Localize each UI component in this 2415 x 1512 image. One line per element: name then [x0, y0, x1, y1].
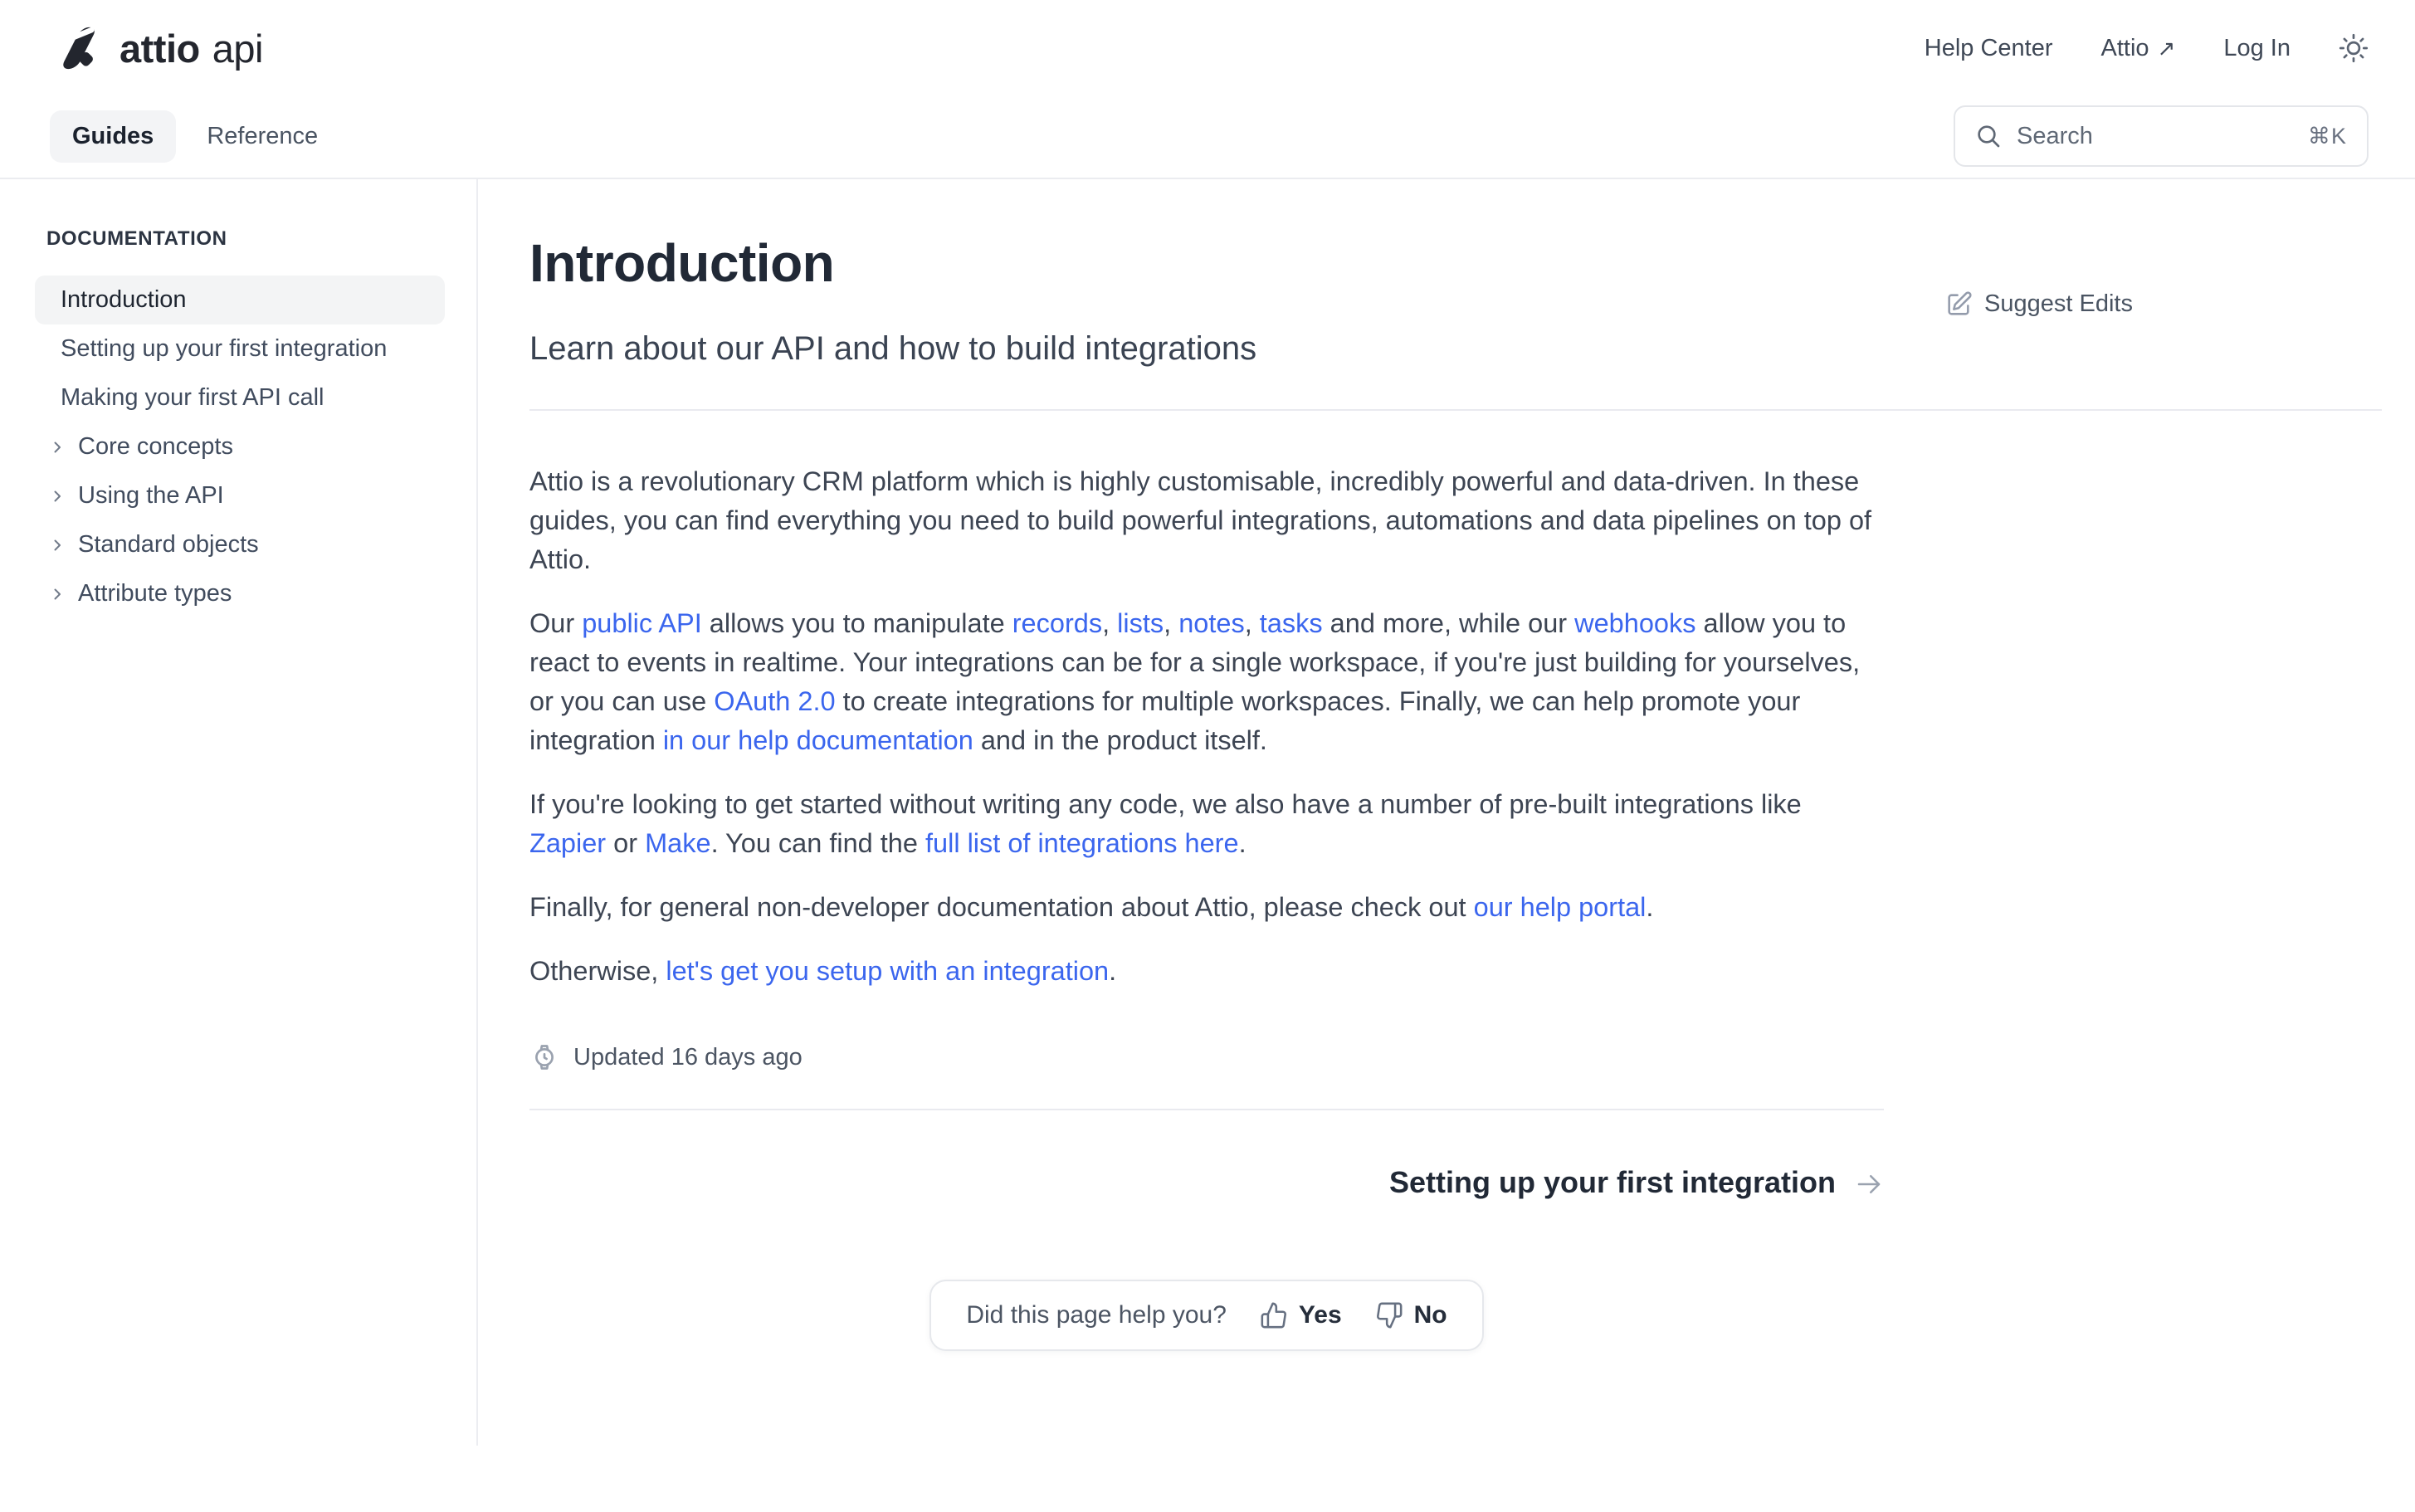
- chevron-right-icon: [47, 584, 67, 604]
- watch-icon: [529, 1042, 559, 1072]
- chevron-right-icon: [47, 535, 67, 555]
- search-icon: [1975, 123, 2002, 149]
- sidebar-item-standard-objects[interactable]: Standard objects: [35, 520, 445, 569]
- header-bottom-row: [50, 96, 2369, 176]
- next-page-link[interactable]: [1389, 1165, 1884, 1200]
- nav-log-in[interactable]: Log In: [2223, 34, 2291, 61]
- inline-link[interactable]: lists: [1117, 608, 1164, 638]
- header: [0, 0, 2415, 179]
- sidebar-item-setting-up[interactable]: Setting up your first integration: [61, 335, 388, 362]
- feedback-widget: [929, 1280, 1483, 1351]
- sidebar-item-using-the-api[interactable]: Using the API: [35, 471, 445, 520]
- inline-link[interactable]: Zapier: [529, 828, 607, 858]
- inline-link[interactable]: Make: [645, 828, 711, 858]
- tab-guides[interactable]: Guides: [50, 110, 176, 163]
- inline-link[interactable]: notes: [1178, 608, 1245, 638]
- inline-link[interactable]: our help portal: [1473, 892, 1647, 922]
- chevron-right-icon: [47, 437, 67, 457]
- nav-help-center[interactable]: Help Center: [1924, 34, 2053, 61]
- paragraph: Finally, for general non-developer documentation about Attio, please check out our help portal.: [529, 892, 1654, 922]
- paragraph: Our public API allows you to manipulate records, lists, notes, tasks and more, while our webhooks allow you to react to events in realtime. Your integrations can be for a single workspace, if you're just building for yourselves, or you can use OAuth 2.0 to create integrations for multiple workspaces. Finally, we can help promote your integration in our help documentation and in the product itself.: [529, 608, 1861, 755]
- tabs: [50, 110, 340, 163]
- inline-link[interactable]: records: [1012, 608, 1103, 638]
- feedback-yes-label: Yes: [1298, 1301, 1342, 1329]
- inline-link[interactable]: tasks: [1259, 608, 1323, 638]
- tab-reference[interactable]: Reference: [207, 122, 319, 149]
- body: [0, 179, 2415, 1446]
- arrow-right-icon: [1854, 1169, 1884, 1199]
- feedback-yes-button[interactable]: [1260, 1301, 1342, 1329]
- updated-timestamp: [529, 1042, 1884, 1072]
- search-placeholder: Search: [2017, 122, 2093, 149]
- sidebar-item-attribute-types[interactable]: Attribute types: [35, 569, 445, 618]
- footer-divider: [529, 1109, 1884, 1110]
- logo-brand: attio: [120, 26, 200, 71]
- search-shortcut-badge: ⌘K: [2307, 123, 2347, 149]
- inline-link[interactable]: public API: [582, 608, 702, 638]
- suggest-edits-button[interactable]: [1944, 241, 2133, 368]
- feedback-no-label: No: [1413, 1301, 1447, 1329]
- attio-logo[interactable]: [50, 25, 263, 71]
- sidebar-item-first-api-call[interactable]: Making your first API call: [61, 384, 324, 411]
- updated-label: Updated 16 days ago: [573, 1043, 803, 1071]
- top-nav: [1925, 33, 2369, 63]
- inline-link[interactable]: webhooks: [1574, 608, 1696, 638]
- title-divider: [529, 409, 2382, 411]
- external-link-icon: ↗: [2157, 35, 2176, 61]
- sidebar-item-introduction[interactable]: Introduction: [35, 276, 445, 324]
- title-block: [529, 232, 1884, 368]
- thumbs-down-icon: [1375, 1301, 1403, 1329]
- paragraph: If you're looking to get started without writing any code, we also have a number of pre-built integrations like Zapier or Make. You can find the full list of integrations here.: [529, 789, 1802, 858]
- pagination: [529, 1165, 1884, 1200]
- logo-suffix: api: [212, 26, 263, 71]
- attio-logo-icon: [50, 25, 105, 71]
- logo-wordmark: [120, 26, 263, 71]
- header-top-row: [50, 0, 2369, 96]
- nav-attio-external[interactable]: Attio ↗: [2100, 34, 2176, 61]
- theme-toggle-sun-icon[interactable]: [2339, 33, 2369, 63]
- feedback-row: [529, 1280, 1884, 1351]
- main-content: [478, 179, 2415, 1446]
- thumbs-up-icon: [1260, 1301, 1288, 1329]
- paragraph: Otherwise, let's get you setup with an integration.: [529, 956, 1117, 986]
- suggest-edits-label: Suggest Edits: [1984, 290, 2133, 317]
- sidebar-section-label: DOCUMENTATION: [46, 227, 227, 250]
- feedback-question: Did this page help you?: [966, 1301, 1227, 1329]
- page-subtitle: Learn about our API and how to build integrations: [529, 330, 1257, 367]
- paragraph: Attio is a revolutionary CRM platform which is highly customisable, incredibly powerful and data-driven. In these guides, you can find everything you need to build powerful integrations, automations and data pipelines on top of Attio.: [529, 466, 1872, 574]
- edit-pencil-icon: [1944, 290, 1973, 319]
- inline-link[interactable]: OAuth 2.0: [714, 686, 836, 716]
- sidebar-list: [35, 276, 445, 618]
- sidebar-item-core-concepts[interactable]: Core concepts: [35, 422, 445, 471]
- inline-link[interactable]: in our help documentation: [662, 725, 973, 755]
- next-page-label: Setting up your first integration: [1389, 1165, 1836, 1199]
- inline-link[interactable]: let's get you setup with an integration: [666, 956, 1110, 986]
- chevron-right-icon: [47, 486, 67, 506]
- feedback-no-button[interactable]: [1375, 1301, 1447, 1329]
- inline-link[interactable]: full list of integrations here: [925, 828, 1239, 858]
- page-title: Introduction: [529, 233, 835, 293]
- search-input[interactable]: [1954, 105, 2369, 167]
- article: [529, 462, 1884, 1351]
- sidebar: [0, 179, 478, 1446]
